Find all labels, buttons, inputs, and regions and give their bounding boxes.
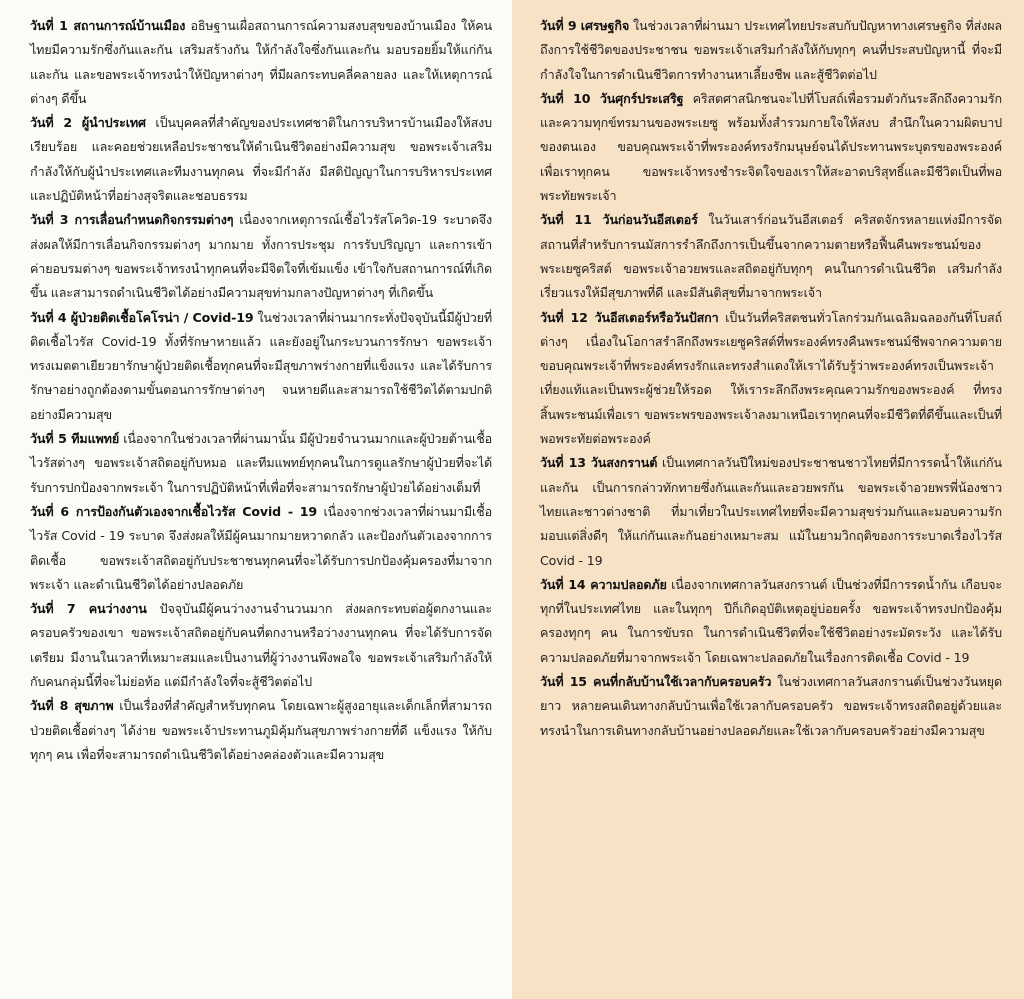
entry-text: คริสตศาสนิกชนจะไปที่โบสถ์เพื่อรวมตัวกันระลึกถึงความรักและความทุกข์ทรมานของพระเยซู พร้อมทั้งสำรวมกายใจให้สงบ สำนึกในความผิดบาปของตนเอง ขอบคุณพระเจ้าที่พระองค์ทรงรักมนุษย์จนได้ประทานพระบุตรของพระองค์เพื่อเราทุกคน ขอพระเจ้าทรงชำระจิตใจของเราให้สะอาดบริสุทธิ์และมีชีวิตเป็นที่พอพระทัยพระเจ้า: [540, 90, 1002, 204]
prayer-entry-day-13: [540, 451, 1002, 572]
entry-heading: วันที่ 8 สุขภาพ: [30, 698, 114, 714]
entry-heading: วันที่ 2 ผู้นำประเทศ: [30, 115, 146, 131]
entry-heading: วันที่ 1 สถานการณ์บ้านเมือง: [30, 18, 186, 33]
entry-text: เนื่องจากเหตุการณ์เชื้อไวรัสโควิด-19 ระบาดจึงส่งผลให้มีการเลื่อนกิจกรรมต่างๆ มากมาย ทั้งการประชุม การรับปริญญา และการเข้าค่ายอบรมต่างๆ ขอพระเจ้าทรงนำทุกคนที่จะมีจิตใจที่เข้มแข็ง เข้าใจกับสถานการณ์ที่เกิดขึ้น และสามารถดำเนินชีวิตได้อย่างมีความสุขท่ามกลางปัญหาต่างๆ ที่เกิดขึ้น: [30, 212, 492, 301]
entry-heading: วันที่ 6 การป้องกันตัวเองจากเชื้อไวรัส Covid - 19: [30, 503, 318, 519]
entry-text: ในวันเสาร์ก่อนวันอีสเตอร์ คริสตจักรหลายแห่งมีการจัดสถานที่สำหรับการนมัสการรำลึกถึงการเป็นขึ้นจากความตายหรือฟื้นคืนพระชนม์ของพระเยซูคริสต์ ขอพระเจ้าอวยพรและสถิตอยู่กับทุกๆ คนในการดำเนินชีวิต เสริมกำลังเรี่ยวแรงให้มีสุขภาพที่ดี และมีสันติสุขที่มาจากพระเจ้า: [540, 212, 1002, 301]
prayer-entry-day-5: [30, 427, 492, 500]
prayer-entry-day-4: [30, 306, 492, 427]
entry-heading: วันที่ 5 ทีมแพทย์: [30, 431, 120, 447]
prayer-entry-day-8: [30, 694, 492, 767]
prayer-entry-day-9: [540, 14, 1002, 87]
entry-text: เป็นวันที่คริสตชนทั่วโลกร่วมกันเฉลิมฉลองกันที่โบสถ์ต่างๆ เนื่องในโอกาสรำลึกถึงพระเยซูคริสต์ที่พระองค์ทรงคืนพระชนม์ชีพจากความตาย ขอบคุณพระเจ้าที่พระองค์ทรงรักและทรงสำแดงให้เราได้รับรู้ว่าพระองค์ทรงเป็นพระเจ้าเที่ยงแท้และเป็นพระผู้ช่วยให้รอด ให้เราระลึกถึงพระคุณความรักของพระองค์ ที่ทรงสิ้นพระชนม์เพื่อเรา ขอพระพรของพระเจ้าลงมาเหนือเราทุกคนที่จะมีชีวิตที่ดีขึ้นและเป็นที่พอพระทัยต่อพระองค์: [540, 309, 1002, 447]
prayer-entry-day-6: [30, 500, 492, 597]
prayer-entry-day-1: [30, 14, 492, 111]
prayer-entry-day-7: [30, 597, 492, 694]
entry-text: ในช่วงเทศกาลวันสงกรานต์เป็นช่วงวันหยุดยาว หลายคนเดินทางกลับบ้านเพื่อใช้เวลากับครอบครัว ขอพระเจ้าทรงสถิตอยู่ด้วยและทรงนำในการเดินทางกลับบ้านอย่างปลอดภัยและใช้เวลากับครอบครัวอย่างมีความสุข: [540, 674, 1002, 738]
entry-heading: วันที่ 13 วันสงกรานต์: [540, 455, 658, 471]
entry-heading: วันที่ 9 เศรษฐกิจ: [540, 18, 630, 33]
prayer-entry-day-11: [540, 208, 1002, 305]
entry-heading: วันที่ 4 ผู้ป่วยติดเชื้อโคโรน่า / Covid-19: [30, 309, 254, 325]
entry-heading: วันที่ 7 คนว่างงาน: [30, 601, 147, 617]
entry-text: เป็นเทศกาลวันปีใหม่ของประชาชนชาวไทยที่มีการรดน้ำให้แก่กันและกัน เป็นการกล่าวทักทายซึ่งกันและกันและอวยพรกัน ขอพระเจ้าอวยพรพี่น้องชาวไทยและชาวต่างชาติ ที่มาเที่ยวในประเทศไทยที่จะมีความสุขร่วมกันและมอบความรัก มอบแต่สิ่งดีๆ ให้แก่กันและกันอย่างเหมาะสม แม้ในยามวิกฤติของการระบาดเรื่องไวรัส Covid - 19: [540, 455, 1002, 568]
entry-text: เนื่องจากในช่วงเวลาที่ผ่านมานั้น มีผู้ป่วยจำนวนมากและผู้ป่วยต้านเชื้อไวรัสต่างๆ ขอพระเจ้าสถิตอยู่กับหมอ และทีมแพทย์ทุกคนในการดูแลรักษาผู้ป่วยที่จะได้รับการปกป้องจากพระเจ้า ในการปฏิบัติหน้าที่เพื่อที่จะสามารถรักษาผู้ป่วยได้อย่างเต็มที่: [30, 431, 493, 495]
prayer-entry-day-2: [30, 111, 492, 208]
entry-text: เนื่องจากเทศกาลวันสงกรานต์ เป็นช่วงที่มีการรดน้ำกัน เกือบจะทุกที่ในประเทศไทย และในทุกๆ ปีก็เกิดอุบัติเหตุอยู่บ่อยครั้ง ขอพระเจ้าทรงปกป้องคุ้มครองทุกๆ คน ในการขับรถ ในการดำเนินชีวิตที่จะใช้ชีวิตอย่างระมัดระวัง และได้รับความปลอดภัยที่มาจากพระเจ้า โดยเฉพาะปลอดภัยในเรื่องการติดเชื้อ Covid - 19: [540, 576, 1002, 665]
entry-text: ปัจจุบันมีผู้คนว่างงานจำนวนมาก ส่งผลกระทบต่อผู้ตกงานและครอบครัวของเขา ขอพระเจ้าสถิตอยู่กับคนที่ตกงานหรือว่างงานทุกคน ที่จะได้รับการจัดเตรียม มีงานในเวลาที่เหมาะสมและเป็นงานที่ผู้ว่างงานพึงพอใจ ขอพระเจ้าเสริมกำลังให้กับคนกลุ่มนี้ที่จะไม่ย่อท้อ แต่มีกำลังใจที่จะสู้ชีวิตต่อไป: [30, 601, 492, 690]
prayer-entry-day-3: [30, 208, 492, 305]
entry-heading: วันที่ 15 คนที่กลับบ้านใช้เวลากับครอบครัว: [540, 674, 772, 690]
entry-heading: วันที่ 14 ความปลอดภัย: [540, 576, 667, 592]
prayer-entry-day-12: [540, 306, 1002, 452]
prayer-entry-day-10: [540, 87, 1002, 208]
entry-text: ในช่วงเวลาที่ผ่านมากระทั่งปัจจุบันนี้มีผู้ป่วยที่ติดเชื้อไวรัส Covid-19 ทั้งที่รักษาหายแล้ว และยังอยู่ในกระบวนการรักษา ขอพระเจ้าทรงเมตตาเยียวยารักษาผู้ป่วยติดเชื้อทุกคนที่จะมีสุขภาพร่างกายที่แข็งแรง และได้รับการรักษาอย่างถูกต้องตามขั้นตอนการรักษาต่างๆ จนหายดีและสามารถใช้ชีวิตได้ตามปกติอย่างมีความสุข: [30, 309, 492, 422]
entry-heading: วันที่ 11 วันก่อนวันอีสเตอร์: [540, 212, 698, 228]
entry-text: เนื่องจากช่วงเวลาที่ผ่านมามีเชื้อไวรัส Covid - 19 ระบาด จึงส่งผลให้มีผู้คนมากมายหวาดกลัว และป้องกันตัวเองจากการติดเชื้อ ขอพระเจ้าสถิตอยู่กับประชาชนทุกคนที่จะได้รับการปกป้องคุ้มครองที่มาจากพระเจ้า และดำเนินชีวิตได้อย่างปลอดภัย: [30, 503, 492, 592]
entry-heading: วันที่ 12 วันอีสเตอร์หรือวันปัสกา: [540, 309, 719, 325]
prayer-entry-day-14: [540, 573, 1002, 670]
prayer-entry-day-15: [540, 670, 1002, 743]
entry-text: เป็นเรื่องที่สำคัญสำหรับทุกคน โดยเฉพาะผู้สูงอายุและเด็กเล็กที่สามารถป่วยติดเชื้อต่างๆ ได้ง่าย ขอพระเจ้าประทานภูมิคุ้มกันสุขภาพร่างกายที่ดี แข็งแรง ให้กับทุกๆ คน เพื่อที่จะสามารถดำเนินชีวิตได้อย่างคล่องตัวและมีความสุข: [30, 698, 492, 762]
right-column: [512, 0, 1024, 999]
entry-text: อธิษฐานเผื่อสถานการณ์ความสงบสุขของบ้านเมือง ให้คนไทยมีความรักซึ่งกันและกัน เสริมสร้างกัน ให้กำลังใจซึ่งกันและกัน มอบรอยยิ้มให้แก่กันและกัน และขอพระเจ้าทรงนำให้ปัญหาต่างๆ ที่มีผลกระทบคลี่คลายลง และให้เหตุการณ์ต่างๆ ดีขึ้น: [30, 18, 493, 106]
entry-text: เป็นบุคคลที่สำคัญของประเทศชาติในการบริหารบ้านเมืองให้สงบเรียบร้อย และคอยช่วยเหลือประชาชนให้ดำเนินชีวิตอย่างมีความสุข ขอพระเจ้าเสริมกำลังให้กับผู้นำประเทศและทีมงานทุกคน ที่จะมีกำลัง มีสติปัญญาในการบริหารประเทศ และปฏิบัติหน้าที่อย่างสุจริตและชอบธรรม: [30, 115, 492, 204]
entry-text: ในช่วงเวลาที่ผ่านมา ประเทศไทยประสบกับปัญหาทางเศรษฐกิจ ที่ส่งผลถึงการใช้ชีวิตของประชาชน ขอพระเจ้าเสริมกำลังให้กับทุกๆ คนที่ประสบปัญหานี้ ที่จะมีกำลังใจในการดำเนินชีวิตการทำงานหาเลี้ยงชีพ และสู้ชีวิตต่อไป: [540, 18, 1002, 82]
entry-heading: วันที่ 10 วันศุกร์ประเสริฐ: [540, 90, 684, 106]
entry-heading: วันที่ 3 การเลื่อนกำหนดกิจกรรมต่างๆ: [30, 212, 234, 228]
